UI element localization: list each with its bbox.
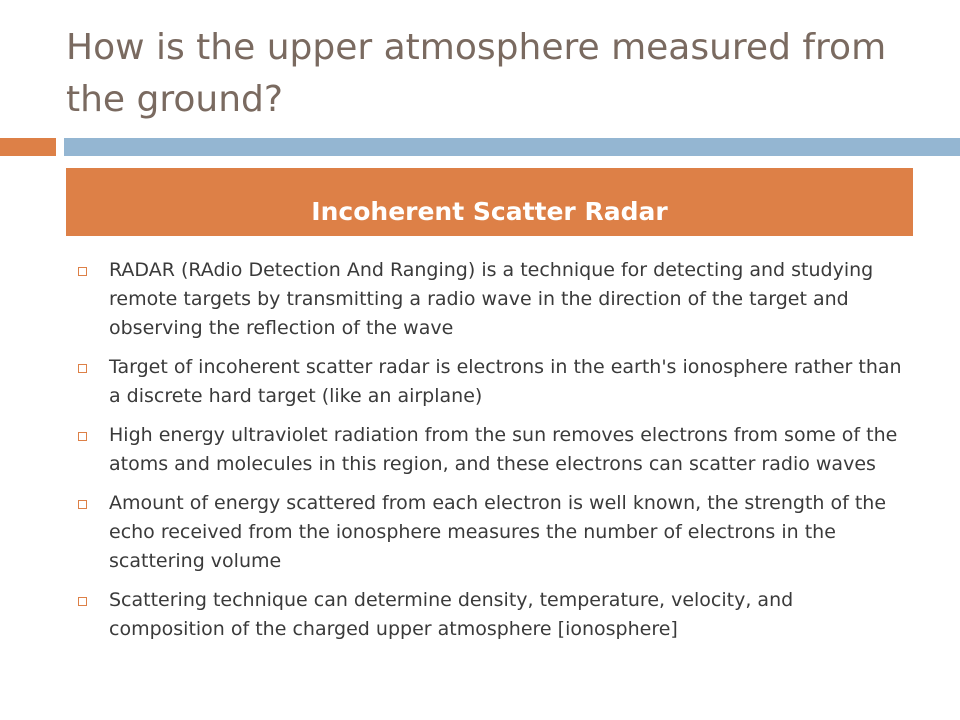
bullet-item — [72, 256, 912, 343]
bullet-text: RADAR (RAdio Detection And Ranging) is a technique for detecting and studying remote targets by transmitting a radio wave in the direction of the target and observing the reflection of the wave — [109, 259, 874, 339]
bullet-text: Scattering technique can determine density, temperature, velocity, and composition of the charged upper atmosphere [ionosphere] — [109, 589, 794, 640]
square-bullet-icon — [78, 500, 87, 509]
square-bullet-icon — [78, 432, 87, 441]
title-divider-bar — [64, 138, 960, 156]
section-header-bar — [66, 168, 913, 236]
bullet-item — [72, 489, 912, 576]
bullet-item — [72, 421, 912, 479]
bullet-item — [72, 353, 912, 411]
title-divider-accent — [0, 138, 56, 156]
section-header-label: Incoherent Scatter Radar — [311, 196, 668, 226]
bullet-text: Target of incoherent scatter radar is electrons in the earth's ionosphere rather than a discrete hard target (like an airplane) — [109, 356, 902, 407]
bullet-text: Amount of energy scattered from each electron is well known, the strength of the echo received from the ionosphere measures the number of electrons in the scattering volume — [109, 492, 887, 572]
square-bullet-icon — [78, 267, 87, 276]
bullet-item — [72, 586, 912, 644]
bullet-list — [72, 256, 912, 654]
square-bullet-icon — [78, 364, 87, 373]
square-bullet-icon — [78, 597, 87, 606]
bullet-text: High energy ultraviolet radiation from the sun removes electrons from some of the atoms and molecules in this region, and these electrons can scatter radio waves — [109, 424, 898, 475]
slide-title: How is the upper atmosphere measured from the ground? — [66, 27, 887, 120]
